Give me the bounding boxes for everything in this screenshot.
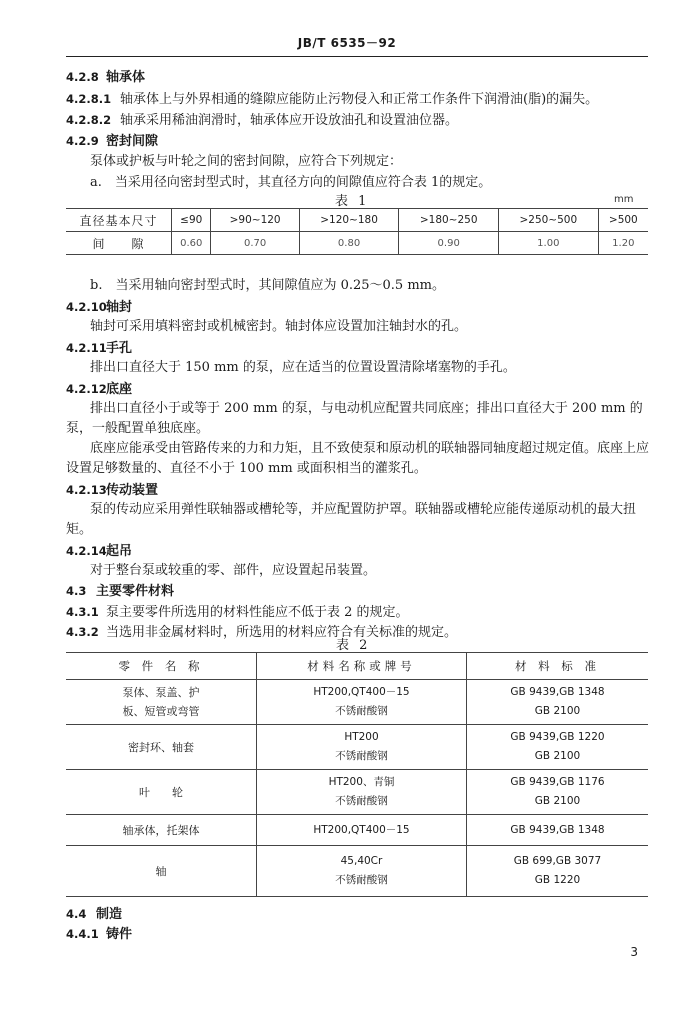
paragraph: 底座应能承受由管路传来的力和力矩，且不致使泵和原动机的联轴器同轴度超过规定值。底座上应 [90,441,650,456]
material-line: HT200,QT400－15 [313,686,410,698]
table-row [66,680,648,725]
section-4-4 [66,905,122,924]
paragraph: 轴封可采用填料密封或机械密封。轴封体应设置加注轴封水的孔。 [90,319,468,334]
standard-line: GB 9439,GB 1220 [510,731,605,743]
section-4-2-11 [66,339,132,358]
section-4-2-9 [66,132,158,151]
table-row [66,725,648,770]
clause-4-3-2 [66,623,457,642]
paragraph: 泵体或护板与叶轮之间的密封间隙，应符合下列规定： [90,154,403,169]
part-line: 轴 [155,864,167,878]
section-title: 底座 [106,382,133,397]
header-rule [66,56,648,57]
clause-text: 轴承体上与外界相通的缝隙应能防止污物侵入和正常工作条件下润滑油(脂)的漏失。 [120,92,599,107]
standard-cell [466,680,648,725]
section-number: 4.3 [66,584,87,598]
part-cell [66,846,257,897]
material-line: 不锈耐酸钢 [335,874,388,886]
standard-line: GB 2100 [534,750,581,762]
clause-4-3-1 [66,603,409,622]
table-row [66,232,648,255]
material-cell [257,846,467,897]
table-row [66,770,648,815]
clause-number: 4.2.8.1 [66,92,112,106]
standard-line: GB 9439,GB 1176 [510,776,605,788]
section-number: 4.2.14 [66,544,107,558]
standard-line: GB 1220 [534,874,581,886]
table-row [66,209,648,232]
standard-line: GB 2100 [534,705,581,717]
standard-header: JB/T 6535－92 [297,36,397,50]
column-header: 零 件 名 称 [66,653,257,680]
standard-line: GB 9439,GB 1348 [510,823,605,836]
section-title: 传动装置 [106,483,159,498]
section-number: 4.2.13 [66,483,107,497]
section-number: 4.2.9 [66,134,99,148]
standard-cell [466,815,648,846]
clause-number: 4.2.8.2 [66,113,112,127]
section-number: 4.4 [66,907,87,921]
clause-number: 4.3.2 [66,625,99,639]
section-number: 4.2.11 [66,341,107,355]
table-2 [66,652,648,897]
material-cell [257,725,467,770]
table-cell: 1.20 [598,232,648,255]
part-line: 叶 轮 [139,785,183,799]
section-title: 制造 [96,907,123,922]
section-4-2-13 [66,481,158,500]
row-label: 直径基本尺寸 [66,209,172,232]
material-line: HT200 [344,731,379,743]
paragraph: 矩。 [66,522,93,537]
section-title: 主要零件材料 [96,584,175,599]
material-cell [257,815,467,846]
standard-cell [466,846,648,897]
paragraph: 排出口直径小于或等于 200 mm 的泵，与电动机应配置共同底座；排出口直径大于 200 mm 的 [90,401,643,416]
part-line: 密封环、轴套 [128,740,194,754]
part-line: 泵体、泵盖、护 [122,686,200,699]
section-title: 起吊 [106,544,133,559]
section-title: 轴封 [106,300,133,315]
table-1-unit: mm [614,194,634,205]
clause-text: 轴承采用稀油润滑时，轴承体应开设放油孔和设置油位器。 [120,113,459,128]
table-row [66,815,648,846]
table-cell: >90~120 [211,209,299,232]
table-cell: >120~180 [299,209,399,232]
paragraph: b. 当采用轴向密封型式时，其间隙值应为 0.25～0.5 mm。 [90,278,445,293]
section-title: 轴承体 [106,70,146,85]
table-2-caption: 表 2 [336,638,371,653]
material-line: 45,40Cr [340,855,383,867]
table-cell: 0.60 [172,232,211,255]
material-cell [257,770,467,815]
section-title: 密封间隙 [106,134,159,149]
clause-number: 4.3.1 [66,605,99,619]
material-line: 不锈耐酸钢 [335,750,388,762]
paragraph: a. 当采用径向密封型式时，其直径方向的间隙值应符合表 1的规定。 [90,175,492,190]
standard-line: GB 2100 [534,795,581,807]
section-4-3 [66,582,174,601]
table-cell: 0.80 [299,232,399,255]
paragraph: 泵，一般配置单独底座。 [66,421,210,436]
standard-line: GB 9439,GB 1348 [510,686,605,698]
table-cell: 0.90 [399,232,499,255]
paragraph: 对于整台泵或较重的零、部件，应设置起吊装置。 [90,563,377,578]
section-4-2-12 [66,380,132,399]
standard-line: GB 699,GB 3077 [513,855,602,867]
column-header: 材料名称或牌号 [257,653,467,680]
standard-cell [466,770,648,815]
section-number: 4.4.1 [66,927,99,941]
table-header-row [66,653,648,680]
material-line: 不锈耐酸钢 [335,705,388,717]
section-4-2-14 [66,542,132,561]
material-line: HT200,QT400－15 [313,823,410,836]
table-cell: >250~500 [499,209,599,232]
row-label: 间 隙 [66,232,172,255]
section-number: 4.2.8 [66,70,99,84]
column-header: 材 料 标 准 [466,653,648,680]
table-cell: 1.00 [499,232,599,255]
part-line: 板、短管或弯管 [122,705,200,718]
clause-4-2-8-1 [66,90,598,109]
table-cell: >500 [598,209,648,232]
page-number: 3 [630,945,638,959]
section-number: 4.2.10 [66,300,107,314]
clause-text: 泵主要零件所选用的材料性能应不低于表 2 的规定。 [106,605,409,620]
table-1 [66,208,648,255]
table-cell: 0.70 [211,232,299,255]
paragraph: 设置足够数量的、直径不小于 100 mm 或面积相当的灌浆孔。 [66,461,427,476]
material-cell [257,680,467,725]
standard-cell [466,725,648,770]
part-line: 轴承体，托架体 [122,823,200,837]
table-cell: >180~250 [399,209,499,232]
section-title: 手孔 [106,341,133,356]
section-4-2-10 [66,298,132,317]
material-line: 不锈耐酸钢 [335,795,388,807]
clause-4-2-8-2 [66,111,458,130]
clause-text: 当选用非金属材料时，所选用的材料应符合有关标准的规定。 [106,625,458,640]
section-4-2-8 [66,68,145,87]
table-cell: ≤90 [172,209,211,232]
section-title: 铸件 [106,927,133,942]
paragraph: 排出口直径大于 150 mm 的泵，应在适当的位置设置清除堵塞物的手孔。 [90,360,516,375]
table-row [66,846,648,897]
table-1-caption: 表 1 [335,194,370,209]
part-cell [66,725,257,770]
part-cell [66,770,257,815]
material-line: HT200、青铜 [328,776,395,788]
part-cell [66,815,257,846]
part-cell [66,680,257,725]
section-number: 4.2.12 [66,382,107,396]
section-4-4-1 [66,925,132,944]
paragraph: 泵的传动应采用弹性联轴器或槽轮等，并应配置防护罩。联轴器或槽轮应能传递原动机的最大扭 [90,502,637,517]
